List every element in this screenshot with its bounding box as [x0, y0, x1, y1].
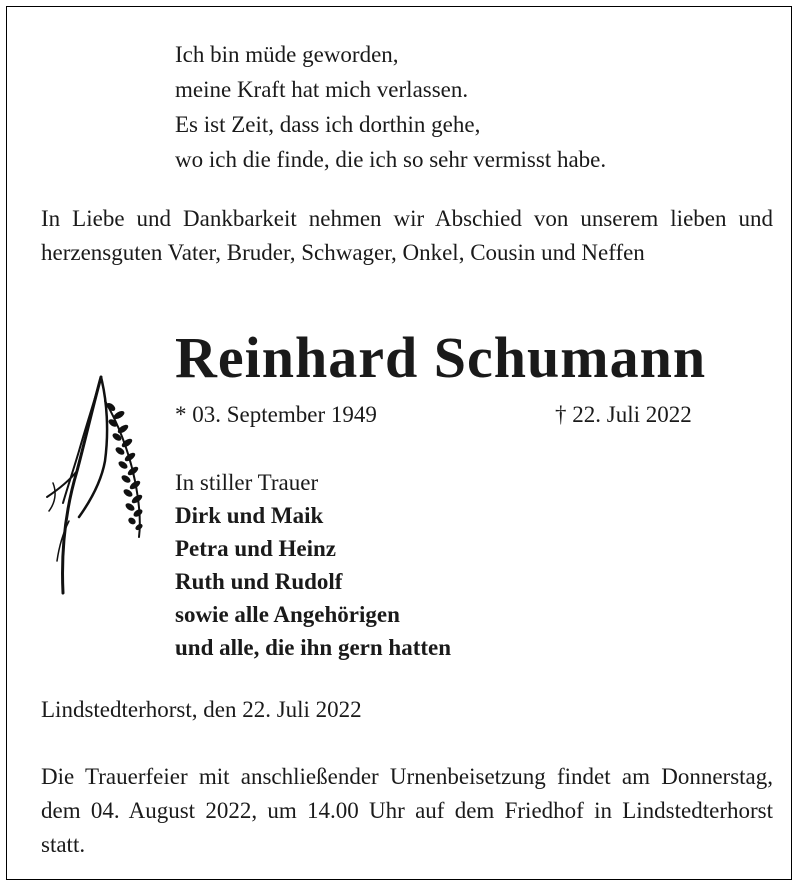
place-date: Lindstedterhorst, den 22. Juli 2022: [41, 697, 362, 722]
death-date: † 22. Juli 2022: [555, 402, 692, 427]
poem-line: meine Kraft hat mich verlassen.: [175, 77, 469, 102]
intro-text: In Liebe und Dankbarkeit nehmen wir Abschied von unserem lieben und herzensguten Vater, Bruder, Schwager, Onkel, Cousin und Neffen: [41, 206, 773, 265]
deceased-name: Reinhard Schumann: [175, 325, 707, 390]
mourner-name: sowie alle Angehörigen: [175, 602, 400, 627]
poem: [175, 37, 606, 177]
mourner-name: Dirk und Maik: [175, 503, 324, 528]
service-info: Die Trauerfeier mit anschließender Urnenbeisetzung findet am Donnerstag, dem 04. August 2022, um 14.00 Uhr auf dem Friedhof in Lindstedterhorst statt.: [41, 764, 773, 857]
mourners-heading: In stiller Trauer: [175, 470, 319, 495]
mourner-name: und alle, die ihn gern hatten: [175, 635, 452, 660]
mourner-name: Petra und Heinz: [175, 536, 336, 561]
birth-date: * 03. September 1949: [175, 402, 377, 427]
poem-line: Es ist Zeit, dass ich dorthin gehe,: [175, 112, 481, 137]
poem-line: Ich bin müde geworden,: [175, 42, 399, 67]
mourner-name: Ruth und Rudolf: [175, 569, 343, 594]
obituary-notice: [6, 6, 792, 880]
wheat-ear-icon: [39, 371, 153, 597]
mourners-block: [175, 466, 451, 664]
poem-line: wo ich die finde, die ich so sehr vermisst habe.: [175, 147, 607, 172]
